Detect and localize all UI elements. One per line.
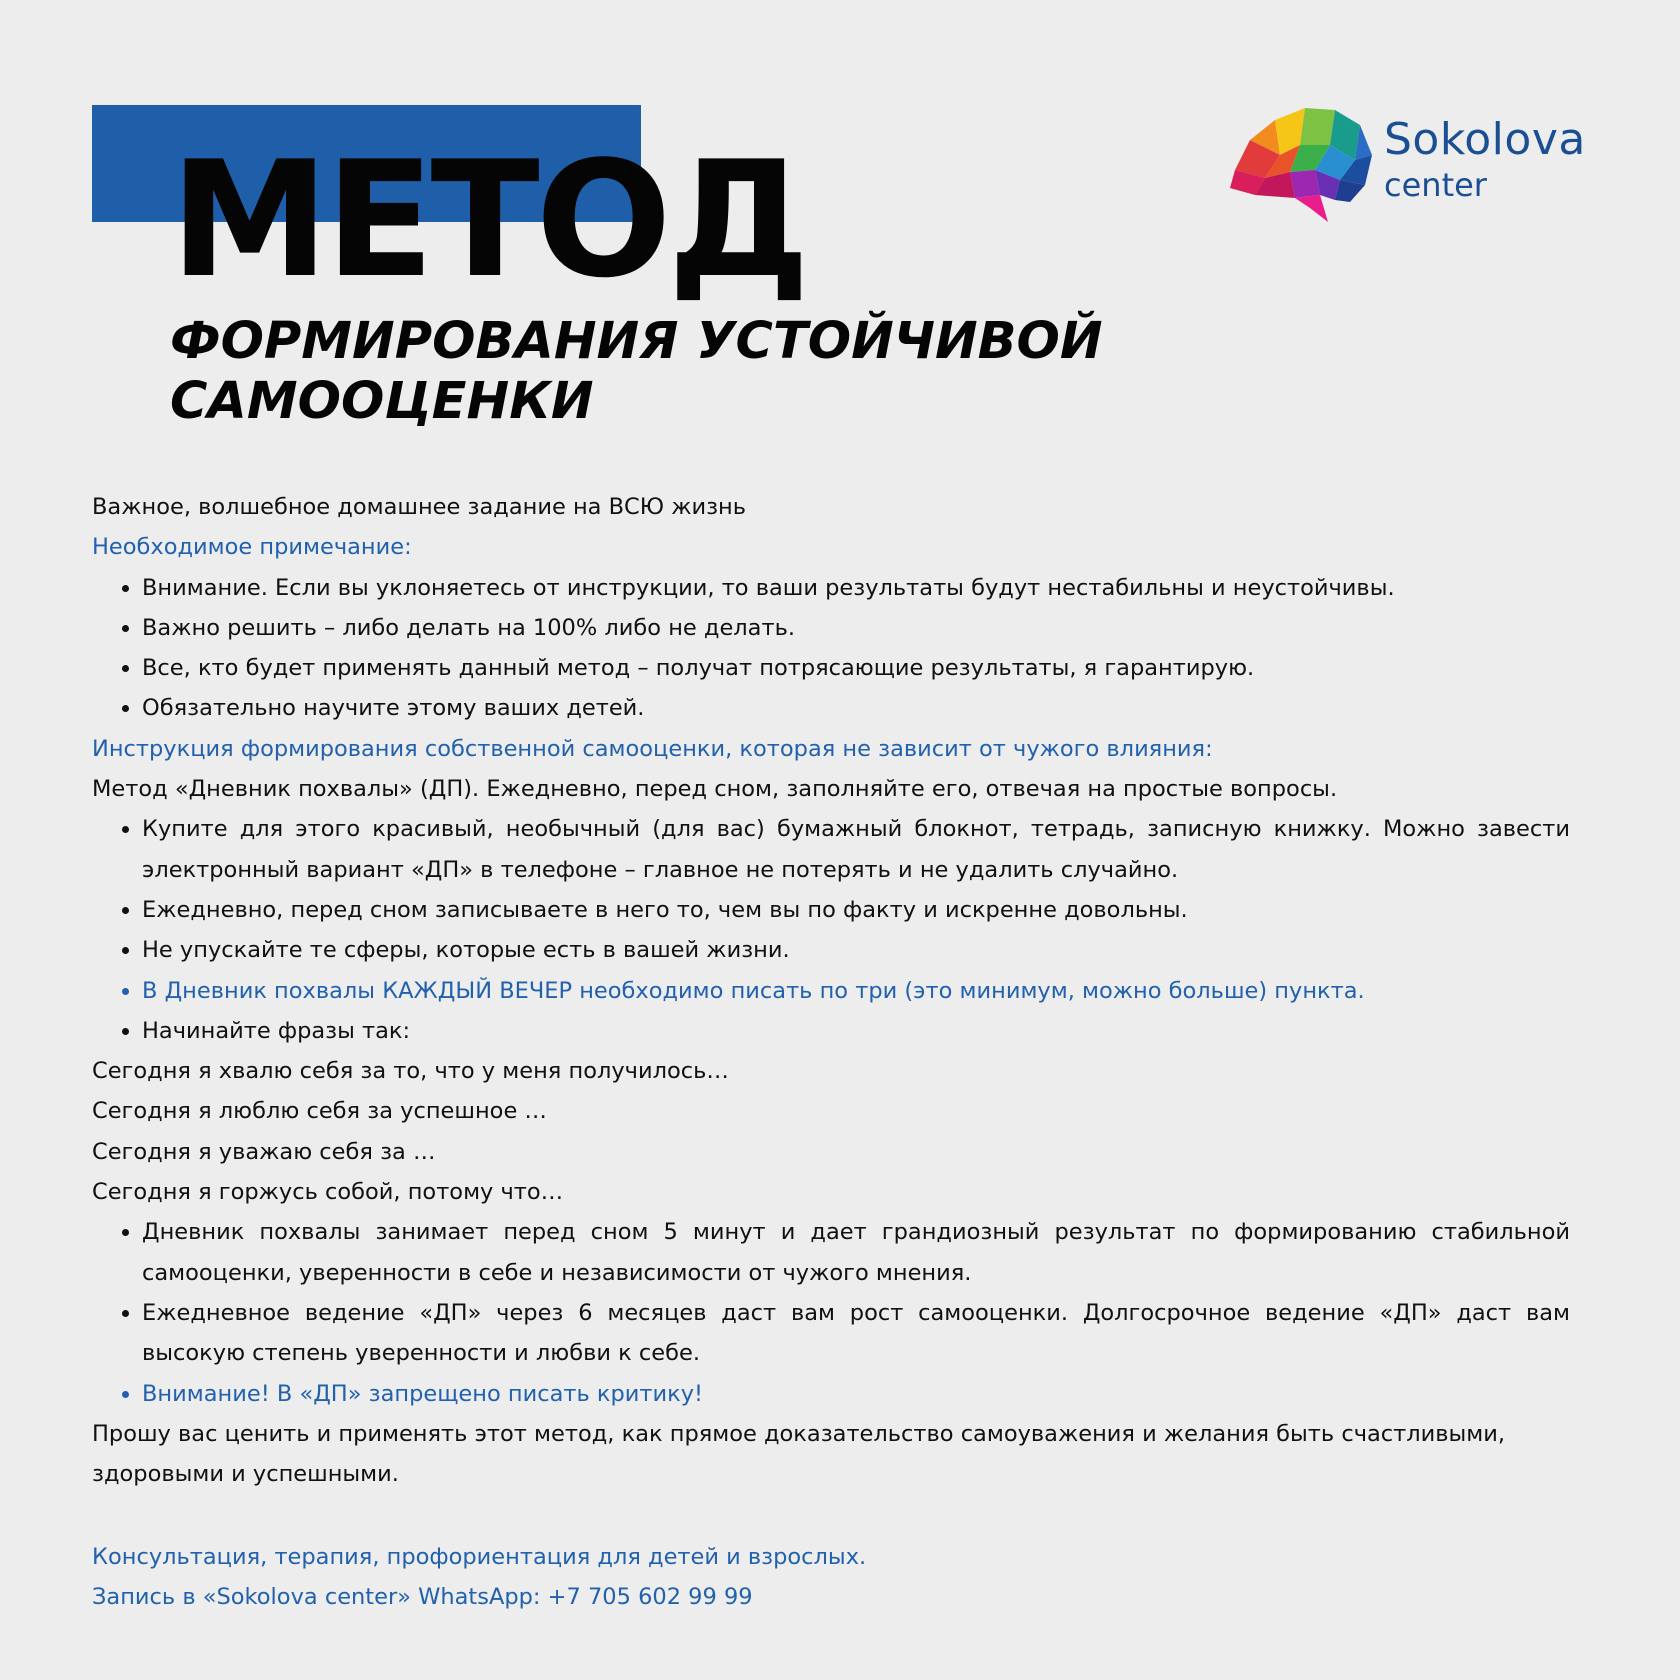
intro-text: Важное, волшебное домашнее задание на ВСЮ жизнь [92, 494, 747, 520]
list-item: • Ежедневно, перед сном записываете в него то, чем вы по факту и искренне довольны. [142, 890, 1570, 930]
result-list [92, 1212, 1570, 1413]
instruction-heading: Инструкция формирования собственной самооценки, которая не зависит от чужого влияния: [92, 735, 1213, 762]
list-item: • Важно решить – либо делать на 100% либо не делать. [142, 608, 1570, 648]
list-item: • Дневник похвалы занимает перед сном 5 минут и дает грандиозный результат по формированию стабильной самооценки, уверенности в себе и независимости от чужого мнения. [142, 1212, 1570, 1293]
list-item: • Не упускайте те сферы, которые есть в вашей жизни. [142, 930, 1570, 970]
main-content [92, 487, 1570, 1494]
phrase-line: Сегодня я хвалю себя за то, что у меня получилось… [92, 1058, 729, 1085]
logo-name: Sokolova [1384, 114, 1586, 165]
footer-contact: Запись в «Sokolova center» WhatsApp: +7 705 602 99 99 [92, 1584, 753, 1611]
page-subtitle [170, 312, 1103, 432]
brain-icon [1220, 100, 1380, 225]
logo-tagline: center [1384, 166, 1487, 204]
method-line: Метод «Дневник похвалы» (ДП). Ежедневно, перед сном, заполняйте его, отвечая на простые вопросы. [92, 776, 1338, 803]
list-item: • Внимание. Если вы уклоняетесь от инструкции, то ваши результаты будут нестабильны и неустойчивы. [142, 568, 1570, 608]
phrase-line: Сегодня я люблю себя за успешное … [92, 1098, 547, 1125]
note-list [92, 568, 1570, 729]
list-item: • Купите для этого красивый, необычный (для вас) бумажный блокнот, тетрадь, записную книжку. Можно завести электронный вариант «ДП» в телефоне – главное не потерять и не удалить случайно. [142, 809, 1570, 890]
method-list [92, 809, 1570, 1051]
note-heading: Необходимое примечание: [92, 534, 412, 561]
list-item: • Начинайте фразы так: [142, 1011, 1570, 1051]
list-item: • Обязательно научите этому ваших детей. [142, 688, 1570, 728]
subtitle-line-2: САМООЦЕНКИ [170, 372, 594, 431]
list-item-highlight: • В Дневник похвалы КАЖДЫЙ ВЕЧЕР необходимо писать по три (это минимум, можно больше) пункта. [142, 971, 1570, 1011]
footer [92, 1537, 866, 1618]
subtitle-line-1: ФОРМИРОВАНИЯ УСТОЙЧИВОЙ [170, 312, 1103, 371]
footer-services: Консультация, терапия, профориентация для детей и взрослых. [92, 1544, 867, 1570]
list-item: • Ежедневное ведение «ДП» через 6 месяцев даст вам рост самооценки. Долгосрочное ведение «ДП» даст вам высокую степень уверенности и любви к себе. [142, 1293, 1570, 1374]
logo [1220, 100, 1600, 230]
closing-text: Прошу вас ценить и применять этот метод, как прямое доказательство самоуважения и желания быть счастливыми, здоровыми и успешными. [92, 1420, 1506, 1488]
page-title: МЕТОД [170, 126, 807, 313]
phrase-line: Сегодня я уважаю себя за … [92, 1138, 436, 1165]
list-item-warning: • Внимание! В «ДП» запрещено писать критику! [142, 1374, 1570, 1414]
list-item: • Все, кто будет применять данный метод – получат потрясающие результаты, я гарантирую. [142, 648, 1570, 688]
phrase-line: Сегодня я горжусь собой, потому что… [92, 1179, 564, 1206]
